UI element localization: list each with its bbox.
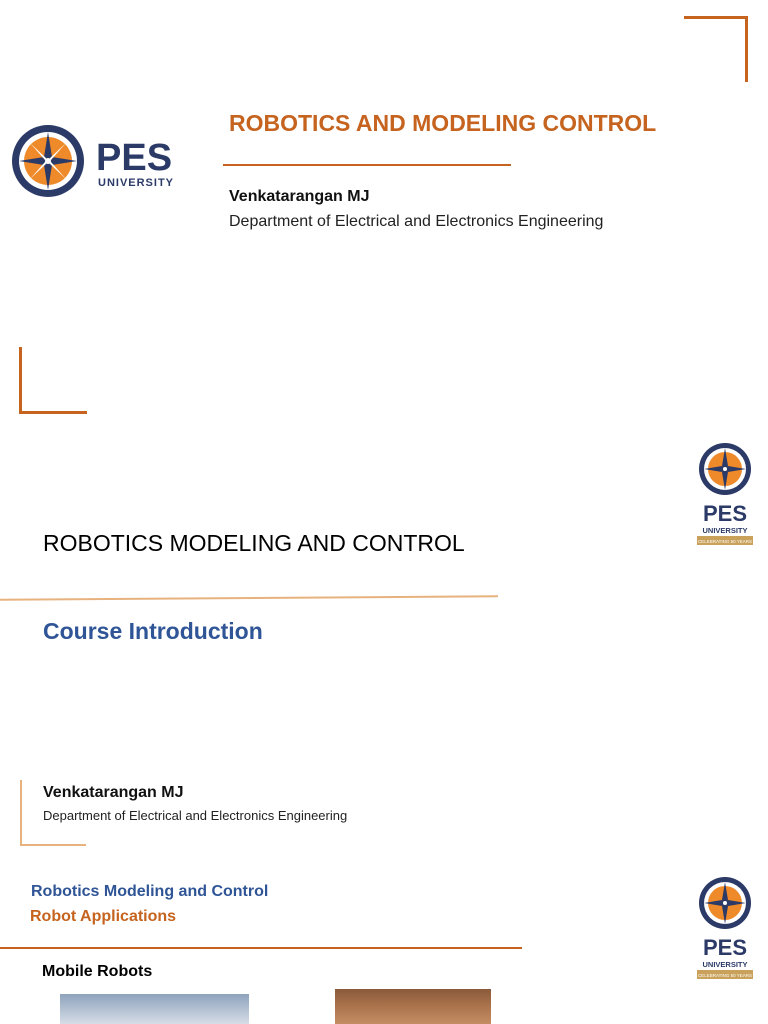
slide-title: Robotics Modeling and Control xyxy=(31,883,269,900)
logo-subtext: UNIVERSITY xyxy=(98,177,175,189)
pes-university-logo-small xyxy=(696,876,754,980)
title-divider xyxy=(0,947,522,949)
logo-tagline: CELEBRATING 50 YEARS xyxy=(697,539,753,544)
logo-subtext: UNIVERSITY xyxy=(702,526,748,535)
corner-bracket-bottom-left xyxy=(19,347,87,414)
slide-title: ROBOTICS MODELING AND CONTROL xyxy=(43,530,465,556)
presenter-name: Venkatarangan MJ xyxy=(43,784,184,801)
logo-tagline: CELEBRATING 50 YEARS xyxy=(697,973,753,978)
slide-title: ROBOTICS AND MODELING CONTROL xyxy=(229,110,657,136)
slide-3 xyxy=(0,850,768,1024)
department-name: Department of Electrical and Electronics Engineering xyxy=(43,808,348,823)
slide-2 xyxy=(0,430,768,850)
corner-bracket-top-right xyxy=(684,16,748,82)
accent-bar-vertical xyxy=(20,780,22,846)
title-divider xyxy=(223,164,511,166)
logo-wordmark: PES xyxy=(96,137,173,179)
section-heading: Mobile Robots xyxy=(42,963,153,980)
slide-subtitle: Course Introduction xyxy=(43,618,263,644)
logo-wordmark: PES xyxy=(702,935,748,960)
department-name: Department of Electrical and Electronics Engineering xyxy=(229,213,604,230)
logo-wordmark: PES xyxy=(702,501,748,526)
mobile-robot-photo-1 xyxy=(60,994,249,1024)
presenter-name: Venkatarangan MJ xyxy=(229,188,370,205)
pes-university-logo xyxy=(8,118,186,204)
pes-university-logo-small xyxy=(696,442,754,546)
accent-bar-horizontal xyxy=(20,844,86,846)
title-divider xyxy=(0,595,498,600)
logo-subtext: UNIVERSITY xyxy=(702,960,748,969)
slide-1 xyxy=(0,0,768,430)
mobile-robot-photo-2 xyxy=(335,989,491,1024)
slide-subtitle: Robot Applications xyxy=(30,908,177,925)
